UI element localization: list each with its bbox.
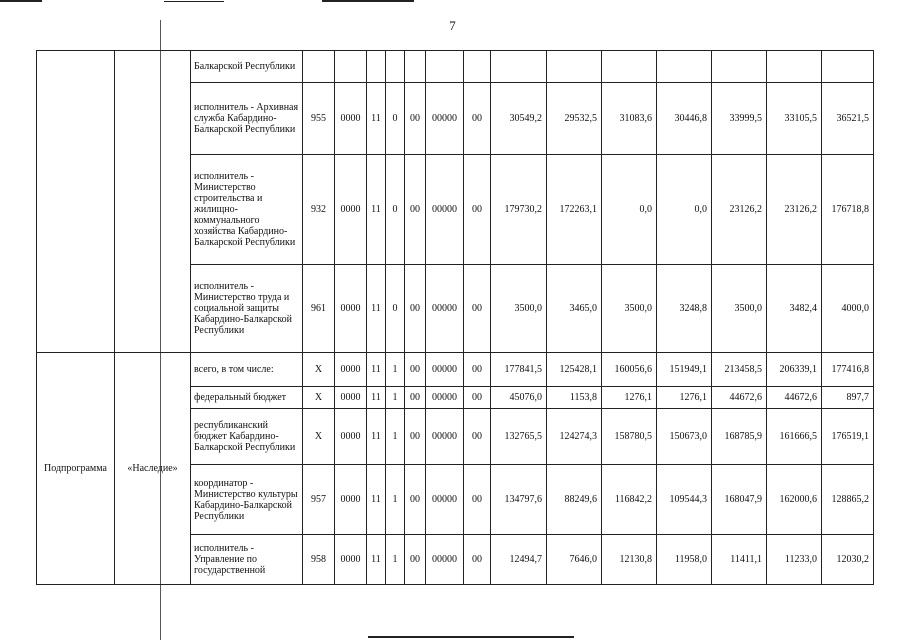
code-cell: 0000 (335, 465, 367, 535)
program-label-cell: Подпрограмма (37, 353, 115, 585)
code-cell: 00 (405, 535, 426, 585)
row-description: исполнитель - Архивная служба Кабардино-Балкарской Республики (191, 83, 303, 155)
amount-cell: 30549,2 (491, 83, 547, 155)
code-cell: 00000 (426, 535, 464, 585)
code-cell: 00000 (426, 387, 464, 409)
code-cell: 11 (367, 409, 386, 465)
amount-cell: 1153,8 (547, 387, 602, 409)
amount-cell: 132765,5 (491, 409, 547, 465)
amount-cell: 3482,4 (767, 265, 822, 353)
amount-cell: 36521,5 (822, 83, 874, 155)
code-cell: 0000 (335, 265, 367, 353)
code-cell: 11 (367, 387, 386, 409)
amount-cell: 3500,0 (602, 265, 657, 353)
amount-cell (491, 51, 547, 83)
code-cell: 00 (464, 155, 491, 265)
amount-cell: 11411,1 (712, 535, 767, 585)
code-cell: 1 (386, 535, 405, 585)
row-description: федеральный бюджет (191, 387, 303, 409)
code-cell: 0000 (335, 535, 367, 585)
amount-cell: 12030,2 (822, 535, 874, 585)
code-cell: 11 (367, 83, 386, 155)
code-cell: 00000 (426, 465, 464, 535)
amount-cell: 0,0 (657, 155, 712, 265)
code-cell (405, 51, 426, 83)
amount-cell: 3248,8 (657, 265, 712, 353)
code-cell: 0000 (335, 155, 367, 265)
table-row (37, 51, 874, 83)
row-description: исполнитель - Министерство строительства и жилищно-коммунального хозяйства Кабардино-Балкарской Республики (191, 155, 303, 265)
code-cell: Х (303, 409, 335, 465)
code-cell: 1 (386, 465, 405, 535)
code-cell: 00 (405, 265, 426, 353)
code-cell: 00 (464, 83, 491, 155)
table-row (37, 353, 874, 387)
amount-cell: 3500,0 (712, 265, 767, 353)
amount-cell: 12494,7 (491, 535, 547, 585)
amount-cell: 168047,9 (712, 465, 767, 535)
row-description: исполнитель - Министерство труда и социальной защиты Кабардино-Балкарской Республики (191, 265, 303, 353)
amount-cell: 116842,2 (602, 465, 657, 535)
code-cell (386, 51, 405, 83)
code-cell: 00 (405, 353, 426, 387)
empty-cell (115, 51, 191, 353)
amount-cell: 33105,5 (767, 83, 822, 155)
amount-cell (767, 51, 822, 83)
code-cell: 11 (367, 535, 386, 585)
amount-cell: 1276,1 (657, 387, 712, 409)
code-cell: 0 (386, 155, 405, 265)
amount-cell: 11958,0 (657, 535, 712, 585)
scan-artifact-top-left (0, 0, 42, 2)
code-cell: 00 (464, 265, 491, 353)
code-cell (464, 51, 491, 83)
code-cell: 00 (405, 387, 426, 409)
budget-table (36, 50, 874, 585)
code-cell: 00000 (426, 155, 464, 265)
code-cell: 00000 (426, 83, 464, 155)
program-name-cell: «Наследие» (115, 353, 191, 585)
code-cell: 11 (367, 265, 386, 353)
code-cell: 0 (386, 83, 405, 155)
code-cell: Х (303, 353, 335, 387)
amount-cell: 177841,5 (491, 353, 547, 387)
scan-artifact-top-right (322, 0, 414, 2)
amount-cell: 134797,6 (491, 465, 547, 535)
amount-cell: 3465,0 (547, 265, 602, 353)
code-cell: 0000 (335, 353, 367, 387)
code-cell: 957 (303, 465, 335, 535)
code-cell: 932 (303, 155, 335, 265)
amount-cell: 0,0 (602, 155, 657, 265)
amount-cell: 160056,6 (602, 353, 657, 387)
row-description: исполнитель - Управление по государственной (191, 535, 303, 585)
amount-cell: 45076,0 (491, 387, 547, 409)
code-cell: 955 (303, 83, 335, 155)
code-cell: 0000 (335, 409, 367, 465)
amount-cell (657, 51, 712, 83)
code-cell: Х (303, 387, 335, 409)
amount-cell: 172263,1 (547, 155, 602, 265)
amount-cell: 176519,1 (822, 409, 874, 465)
amount-cell: 11233,0 (767, 535, 822, 585)
code-cell: 00 (464, 465, 491, 535)
code-cell: 00 (405, 409, 426, 465)
code-cell: 1 (386, 353, 405, 387)
amount-cell: 162000,6 (767, 465, 822, 535)
row-description: республиканский бюджет Кабардино-Балкарской Республики (191, 409, 303, 465)
code-cell: 961 (303, 265, 335, 353)
code-cell: 00000 (426, 353, 464, 387)
code-cell: 00 (464, 353, 491, 387)
row-description: Балкарской Республики (191, 51, 303, 83)
amount-cell: 7646,0 (547, 535, 602, 585)
code-cell: 00 (464, 535, 491, 585)
amount-cell: 33999,5 (712, 83, 767, 155)
amount-cell: 30446,8 (657, 83, 712, 155)
code-cell: 1 (386, 409, 405, 465)
code-cell: 0 (386, 265, 405, 353)
code-cell (335, 51, 367, 83)
amount-cell: 151949,1 (657, 353, 712, 387)
amount-cell: 177416,8 (822, 353, 874, 387)
amount-cell: 125428,1 (547, 353, 602, 387)
amount-cell (547, 51, 602, 83)
amount-cell (712, 51, 767, 83)
amount-cell: 158780,5 (602, 409, 657, 465)
amount-cell: 150673,0 (657, 409, 712, 465)
amount-cell: 44672,6 (712, 387, 767, 409)
amount-cell: 44672,6 (767, 387, 822, 409)
row-description: координатор - Министерство культуры Кабардино-Балкарской Республики (191, 465, 303, 535)
code-cell: 00 (464, 409, 491, 465)
amount-cell: 109544,3 (657, 465, 712, 535)
page-number: 7 (449, 18, 456, 33)
amount-cell: 12130,8 (602, 535, 657, 585)
amount-cell: 897,7 (822, 387, 874, 409)
code-cell: 11 (367, 353, 386, 387)
code-cell: 0000 (335, 387, 367, 409)
code-cell: 11 (367, 155, 386, 265)
code-cell: 00 (405, 155, 426, 265)
amount-cell: 31083,6 (602, 83, 657, 155)
amount-cell: 23126,2 (712, 155, 767, 265)
row-description: всего, в том числе: (191, 353, 303, 387)
code-cell: 00 (464, 387, 491, 409)
empty-cell (37, 51, 115, 353)
amount-cell: 213458,5 (712, 353, 767, 387)
amount-cell: 88249,6 (547, 465, 602, 535)
amount-cell: 128865,2 (822, 465, 874, 535)
code-cell: 958 (303, 535, 335, 585)
amount-cell: 3500,0 (491, 265, 547, 353)
amount-cell: 29532,5 (547, 83, 602, 155)
amount-cell: 206339,1 (767, 353, 822, 387)
amount-cell: 124274,3 (547, 409, 602, 465)
amount-cell: 168785,9 (712, 409, 767, 465)
amount-cell (822, 51, 874, 83)
code-cell (426, 51, 464, 83)
amount-cell: 179730,2 (491, 155, 547, 265)
code-cell: 00000 (426, 265, 464, 353)
code-cell: 0000 (335, 83, 367, 155)
scan-artifact-bottom (368, 636, 574, 638)
code-cell: 00 (405, 465, 426, 535)
amount-cell: 161666,5 (767, 409, 822, 465)
code-cell (367, 51, 386, 83)
amount-cell: 176718,8 (822, 155, 874, 265)
code-cell: 00000 (426, 409, 464, 465)
amount-cell (602, 51, 657, 83)
code-cell: 1 (386, 387, 405, 409)
amount-cell: 23126,2 (767, 155, 822, 265)
amount-cell: 1276,1 (602, 387, 657, 409)
code-cell: 11 (367, 465, 386, 535)
code-cell: 00 (405, 83, 426, 155)
code-cell (303, 51, 335, 83)
amount-cell: 4000,0 (822, 265, 874, 353)
scan-artifact-top-mid (164, 1, 224, 2)
